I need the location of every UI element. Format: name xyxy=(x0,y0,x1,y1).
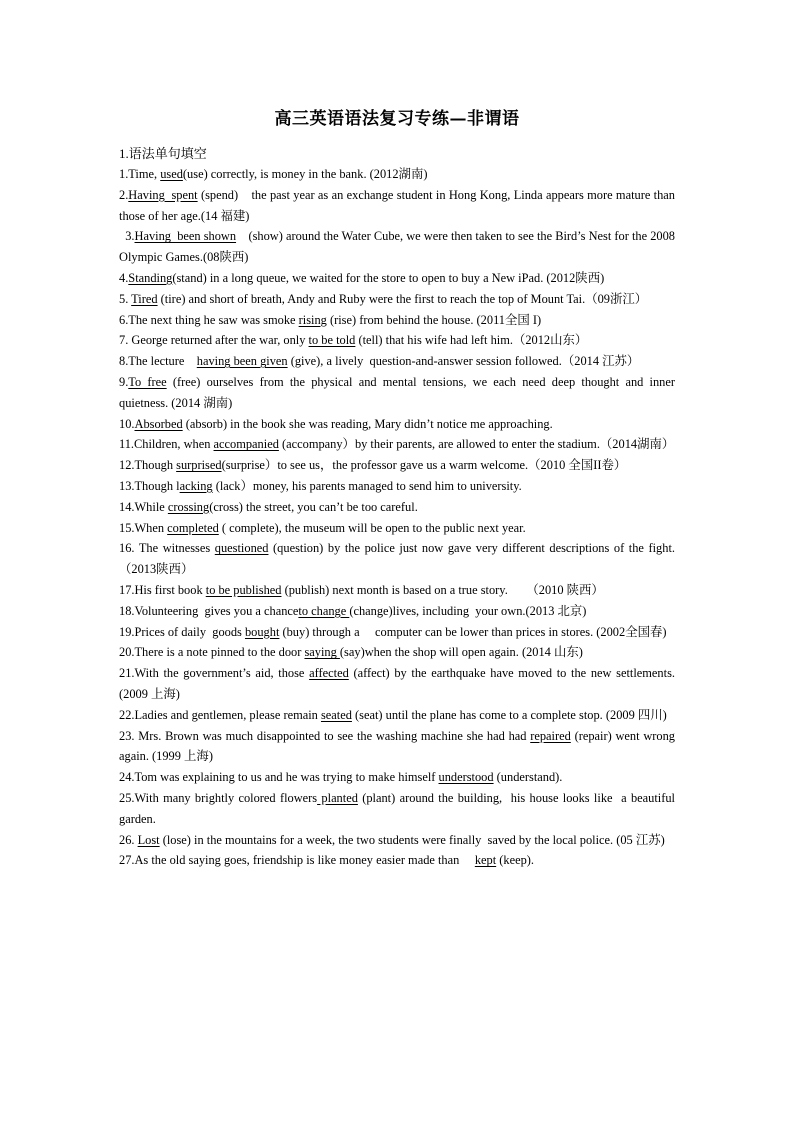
question-text-before: 16. The witnesses xyxy=(119,541,215,556)
question-text-before: 25.With many brightly colored flowers xyxy=(119,790,318,805)
answer-blank: bought xyxy=(244,624,280,639)
question-item xyxy=(119,663,679,705)
question-item xyxy=(119,372,679,414)
question-item xyxy=(119,289,675,310)
answer-blank: crossing xyxy=(167,499,210,514)
question-text-after: (understand). xyxy=(493,770,563,785)
question-text-before: 8.The lecture xyxy=(119,354,197,369)
answer-blank: understood xyxy=(438,770,494,785)
question-text-before: 13.Though l xyxy=(119,478,180,493)
question-item xyxy=(119,830,675,851)
question-list xyxy=(119,164,682,871)
answer-blank: questioned xyxy=(214,541,269,556)
question-item xyxy=(119,226,679,268)
question-text-after: (publish) next month is based on a true story. （2010 陕西） xyxy=(281,582,604,597)
question-text-before: 17.His first book xyxy=(119,582,206,597)
question-item xyxy=(119,580,675,601)
section-heading: 1.语法单句填空 xyxy=(119,146,207,161)
answer-blank: Having been shown xyxy=(134,229,237,244)
question-item xyxy=(119,642,675,663)
answer-blank: accompanied xyxy=(213,437,279,452)
answer-blank: Lost xyxy=(137,832,160,847)
question-item xyxy=(119,622,675,643)
answer-blank: Tired xyxy=(131,291,158,306)
question-text-after: (question) by the police just now gave very different descriptions of the fight. （2013陕西） xyxy=(119,541,682,577)
question-item xyxy=(119,705,675,726)
question-text-before: 24.Tom was explaining to us and he was trying to make himself xyxy=(119,770,439,785)
question-text-before: 23. Mrs. Brown was much disappointed to see the washing machine she had had xyxy=(119,728,531,743)
question-text-before: 11.Children, when xyxy=(119,437,214,452)
question-text-after: (lack）money, his parents managed to send him to university. xyxy=(212,478,522,493)
question-item xyxy=(119,268,675,289)
question-text-after: (seat) until the plane has come to a complete stop. (2009 四川) xyxy=(351,707,667,722)
question-item xyxy=(119,455,675,476)
question-text-before: 9. xyxy=(119,374,129,389)
answer-blank: planted xyxy=(317,790,358,805)
question-text-before: 14.While xyxy=(119,499,168,514)
answer-blank: completed xyxy=(167,520,219,535)
answer-blank: seated xyxy=(320,707,352,722)
question-text-after: (rise) from behind the house. (2011全国 I) xyxy=(326,312,542,327)
question-item xyxy=(119,788,679,830)
question-text-after: (lose) in the mountains for a week, the two students were finally saved by the local police. (05 江苏) xyxy=(159,832,665,847)
question-text-before: 10. xyxy=(119,416,135,431)
question-text-before: 21.With the government’s aid, those xyxy=(119,666,310,681)
question-text-after: (surprise）to see us，the professor gave us a warm welcome.（2010 全国II卷） xyxy=(221,458,627,473)
question-text-after: (absorb) in the book she was reading, Mary didn’t notice me approaching. xyxy=(182,416,553,431)
question-item xyxy=(119,538,682,580)
answer-blank: Standing xyxy=(128,270,173,285)
question-text-before: 22.Ladies and gentlemen, please remain xyxy=(119,707,321,722)
question-text-after: (keep). xyxy=(496,853,535,868)
question-text-before: 18.Volunteering gives you a chance xyxy=(119,603,299,618)
answer-blank: surprised xyxy=(176,458,222,473)
question-item xyxy=(119,497,675,518)
question-item xyxy=(119,476,675,497)
page-title: 高三英语语法复习专练—非谓语 xyxy=(274,109,520,129)
question-text-before: 19.Prices of daily goods xyxy=(119,624,245,639)
question-text-after: (buy) through a computer can be lower than prices in stores. (2002全国春) xyxy=(279,624,667,639)
question-text-after: (cross) the street, you can’t be too careful. xyxy=(209,499,418,514)
question-text-after: (tell) that his wife had left him.（2012山东） xyxy=(355,333,588,348)
question-item xyxy=(119,601,675,622)
question-item xyxy=(119,767,675,788)
question-text-after: (spend) the past year as an exchange student in Hong Kong, Linda appears more mature than those of her age.(14 福建) xyxy=(119,187,679,223)
answer-blank: used xyxy=(160,167,183,181)
question-text-after: ( complete), the museum will be open to the public next year. xyxy=(218,520,526,535)
question-item xyxy=(119,310,675,331)
document-page xyxy=(119,104,682,871)
question-text-after: (accompany）by their parents, are allowed to enter the stadium.（2014湖南） xyxy=(278,437,675,452)
question-item xyxy=(119,434,675,455)
answer-blank: to change xyxy=(298,603,350,618)
answer-blank: Having spent xyxy=(128,187,198,202)
question-item xyxy=(119,185,679,227)
question-text-before: 20.There is a note pinned to the door xyxy=(119,645,305,660)
question-text-after: (tire) and short of breath, Andy and Ruby were the first to reach the top of Mount Tai.（09浙江） xyxy=(157,291,648,306)
question-text-after: (give), a lively question-and-answer session followed.（2014 江苏） xyxy=(287,354,640,369)
question-text-after: (change)lives, including your own.(2013 北京) xyxy=(349,603,587,618)
question-text-before: 1.Time, xyxy=(119,167,161,181)
question-text-after: (use) correctly, is money in the bank. (2012湖南) xyxy=(182,167,428,181)
question-text-after: (plant) around the building, his house looks like a beautiful garden. xyxy=(119,790,679,826)
question-text-after: (free) ourselves from the physical and mental tensions, we each need deep thought and inner quietness. (2014 湖南) xyxy=(119,374,679,410)
question-item xyxy=(119,850,675,871)
answer-blank: to be published xyxy=(205,582,282,597)
answer-blank: kept xyxy=(474,853,497,868)
answer-blank: rising xyxy=(298,312,327,327)
question-item xyxy=(119,351,675,372)
question-item xyxy=(119,414,675,435)
question-text-before: 12.Though xyxy=(119,458,177,473)
question-text-after: (say)when the shop will open again. (2014 山东) xyxy=(339,645,583,660)
answer-blank: having been given xyxy=(196,354,288,369)
answer-blank: acking xyxy=(179,478,213,493)
question-text-before: 27.As the old saying goes, friendship is like money easier made than xyxy=(119,853,475,868)
question-text-before: 2. xyxy=(119,187,129,202)
question-text-after: (stand) in a long queue, we waited for the store to open to buy a New iPad. (2012陕西) xyxy=(172,270,605,285)
question-item xyxy=(119,164,675,185)
question-text-before: 5. xyxy=(119,291,132,306)
question-text-after: (affect) by the earthquake have moved to the new settlements. (2009 上海) xyxy=(119,666,679,701)
question-text-before: 7. George returned after the war, only xyxy=(119,333,309,348)
answer-blank: Absorbed xyxy=(134,416,183,431)
question-item xyxy=(119,518,675,539)
question-text-before: 15.When xyxy=(119,520,168,535)
question-text-after: (show) around the Water Cube, we were then taken to see the Bird’s Nest for the 2008 Olympic Games.(08陕西) xyxy=(119,229,679,265)
answer-blank: to be told xyxy=(308,333,356,348)
question-item xyxy=(119,726,679,768)
question-text-before: 6.The next thing he saw was smoke xyxy=(119,312,299,327)
answer-blank: To free xyxy=(128,374,167,389)
answer-blank: repaired xyxy=(530,728,571,743)
question-text-before: 4. xyxy=(119,270,129,285)
answer-blank: affected xyxy=(309,666,349,681)
question-text-before: 26. xyxy=(119,832,138,847)
question-text-after: (repair) went wrong again. (1999 上海) xyxy=(119,728,679,764)
question-item xyxy=(119,330,675,351)
question-text-before: 3. xyxy=(119,229,135,244)
answer-blank: saying xyxy=(304,645,340,660)
